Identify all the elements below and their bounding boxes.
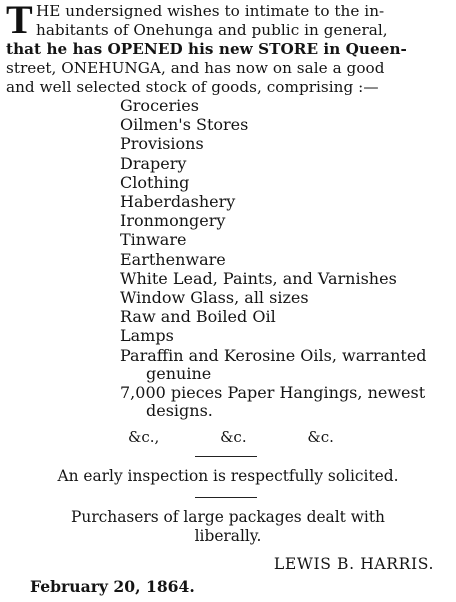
signer-name: LEWIS B. HARRIS. bbox=[273, 555, 434, 573]
intro-line-1: HE undersigned wishes to intimate to the in- bbox=[36, 2, 385, 20]
goods-item-text: Raw and Boiled Oil bbox=[120, 307, 276, 327]
divider-rule bbox=[195, 497, 257, 498]
goods-item-text: White Lead, Paints, and Varnishes bbox=[120, 268, 397, 288]
goods-item-text: Tinware bbox=[120, 230, 187, 250]
goods-item-text: Lamps bbox=[120, 326, 174, 346]
packages-notice-line-1: Purchasers of large packages dealt with bbox=[71, 508, 385, 526]
goods-item bbox=[120, 288, 456, 307]
goods-item bbox=[120, 326, 456, 345]
goods-item-continuation: designs. bbox=[146, 401, 213, 421]
goods-item bbox=[120, 115, 456, 134]
goods-item-text: 7,000 pieces Paper Hangings, newest bbox=[120, 382, 426, 402]
goods-item bbox=[120, 346, 456, 383]
intro-line-4: street, ONEHUNGA, and has now on sale a good bbox=[6, 59, 385, 77]
etc-row bbox=[128, 428, 390, 446]
goods-item-text: Ironmongery bbox=[120, 211, 226, 231]
goods-item-text: Paraffin and Kerosine Oils, warranted bbox=[120, 345, 427, 365]
goods-item bbox=[120, 250, 456, 269]
goods-item bbox=[120, 383, 456, 420]
inspection-notice: An early inspection is respectfully solicited. bbox=[57, 467, 399, 485]
goods-item-text: Drapery bbox=[120, 153, 187, 173]
goods-item-continuation: genuine bbox=[146, 363, 212, 383]
intro-line-2: habitants of Onehunga and public in general, bbox=[36, 21, 388, 39]
goods-item-text: Oilmen's Stores bbox=[120, 115, 249, 135]
goods-item bbox=[120, 230, 456, 249]
goods-item bbox=[120, 154, 456, 173]
packages-notice-line-2: liberally. bbox=[194, 527, 262, 545]
goods-item-text: Earthenware bbox=[120, 249, 226, 269]
goods-item bbox=[120, 96, 456, 115]
intro-line-3: that he has OPENED his new STORE in Queen- bbox=[6, 40, 407, 58]
drop-cap: T bbox=[6, 0, 33, 42]
date-line: February 20, 1864. bbox=[30, 577, 195, 596]
etc-item: &c. bbox=[220, 428, 247, 446]
goods-item bbox=[120, 134, 456, 153]
goods-item-text: Clothing bbox=[120, 172, 190, 192]
etc-item: &c. bbox=[307, 428, 334, 446]
goods-item bbox=[120, 173, 456, 192]
intro-line-5: and well selected stock of goods, comprising :— bbox=[6, 78, 379, 96]
goods-list bbox=[120, 96, 456, 420]
divider-rule bbox=[195, 456, 257, 457]
goods-item-text: Groceries bbox=[120, 96, 199, 115]
goods-item bbox=[120, 307, 456, 326]
goods-item-text: Provisions bbox=[120, 134, 204, 154]
goods-item-text: Haberdashery bbox=[120, 192, 236, 212]
goods-item bbox=[120, 192, 456, 211]
goods-item bbox=[120, 211, 456, 230]
etc-item: &c., bbox=[128, 428, 160, 446]
goods-item-text: Window Glass, all sizes bbox=[120, 288, 309, 308]
goods-item bbox=[120, 269, 456, 288]
